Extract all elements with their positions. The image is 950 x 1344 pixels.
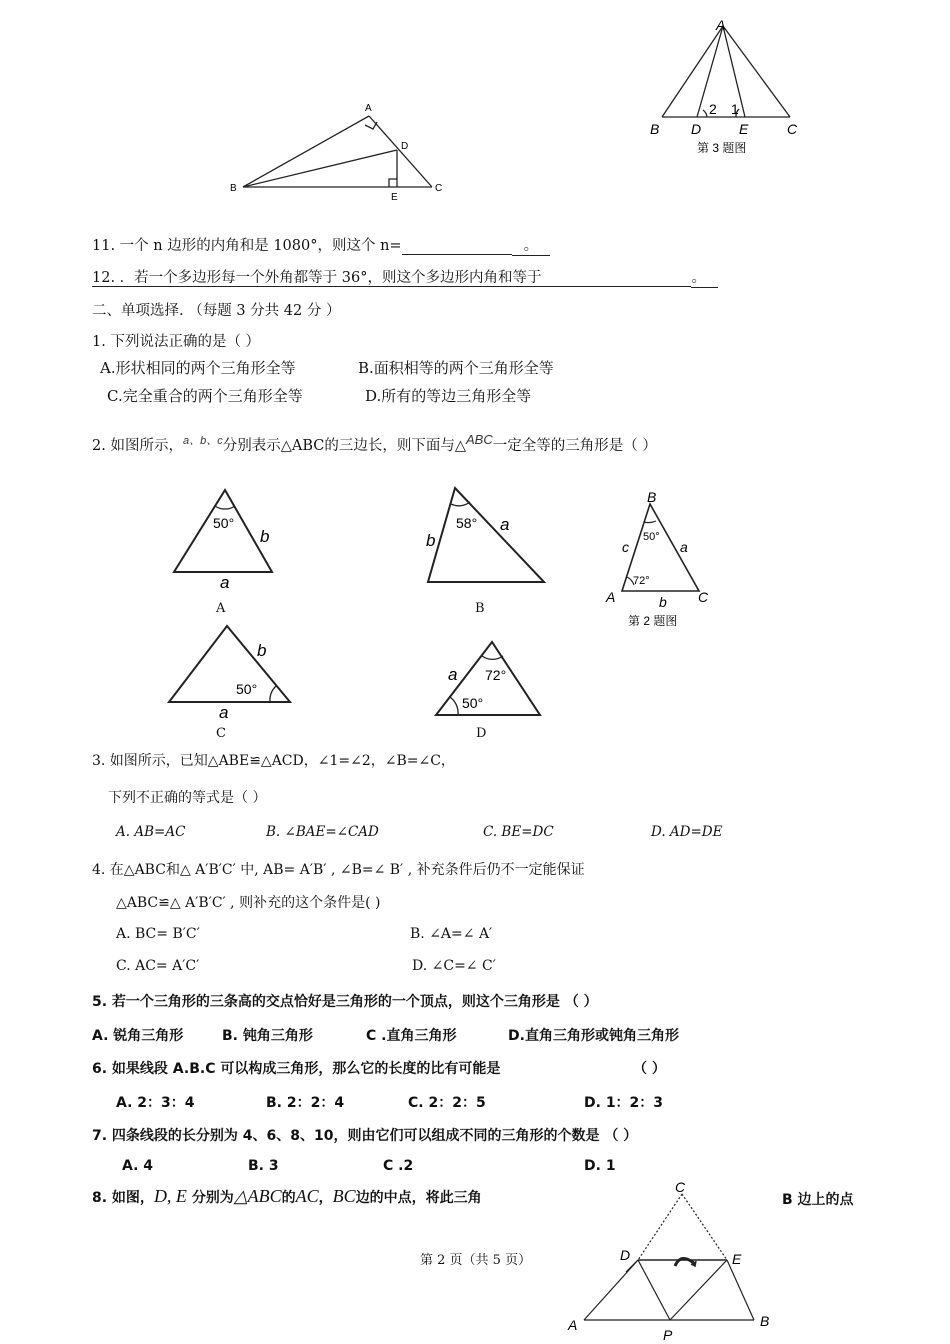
label-E: E bbox=[732, 1251, 742, 1267]
question-2-mid: 分别表示△ABC的三边长，则下面与△ bbox=[222, 438, 466, 454]
figure-caption: 第 2 题图 bbox=[628, 614, 678, 628]
section-2-heading: 二、单项选择. （每题 3 分共 42 分 ） bbox=[92, 303, 341, 319]
q2-b-angle: 58° bbox=[456, 515, 478, 531]
q2-option-b-label: B bbox=[475, 601, 485, 616]
q2-a-side-b: b bbox=[260, 527, 270, 546]
question-8-bc: BC bbox=[332, 1186, 356, 1206]
question-5-stem: 5. 若一个三角形的三条高的交点恰好是三角形的一个顶点，则这个三角形是 （ ） bbox=[92, 994, 598, 1010]
question-8-comma: ， bbox=[318, 1190, 333, 1206]
question-2-stem bbox=[92, 432, 657, 455]
question-7-option-d[interactable]: D. 1 bbox=[584, 1158, 616, 1174]
question-12 bbox=[92, 266, 718, 288]
q2-option-d-figure[interactable] bbox=[430, 636, 550, 721]
question-1-option-b[interactable]: B.面积相等的两个三角形全等 bbox=[358, 359, 554, 377]
angle-a: 72° bbox=[633, 575, 650, 587]
q2-c-side-b: b bbox=[257, 641, 267, 660]
label-A: A bbox=[606, 589, 616, 605]
question-6-option-a[interactable]: A. 2：3：4 bbox=[116, 1095, 195, 1111]
question-2-pre: 2. 如图所示， bbox=[92, 438, 183, 454]
answer-blank-12[interactable] bbox=[541, 270, 691, 287]
label-D: D bbox=[620, 1247, 631, 1263]
question-1-option-a[interactable]: A.形状相同的两个三角形全等 bbox=[100, 359, 296, 377]
q2-option-c-figure[interactable] bbox=[162, 618, 302, 723]
q2-d-angle-50: 50° bbox=[462, 695, 484, 711]
question-12-end: 。 bbox=[691, 266, 718, 288]
question-7-stem: 7. 四条线段的长分别为 4、6、8、10，则由它们可以组成不同的三角形的个数是 （ ） bbox=[92, 1128, 638, 1144]
label-B: B bbox=[647, 489, 657, 505]
question-8-tail: B 边上的点 bbox=[782, 1192, 854, 1208]
question-5-option-d[interactable]: D.直角三角形或钝角三角形 bbox=[508, 1028, 679, 1044]
question-2-abc-symbol: ABC bbox=[466, 432, 493, 447]
label-A: A bbox=[716, 17, 726, 33]
question-8-pre: 8. 如图， bbox=[92, 1190, 154, 1206]
question-8-de: D, E bbox=[153, 1186, 187, 1206]
question-1-option-c[interactable]: C.完全重合的两个三角形全等 bbox=[107, 387, 303, 405]
question-3-option-c[interactable]: C. BE=DC bbox=[483, 824, 554, 840]
question-7-option-b[interactable]: B. 3 bbox=[248, 1158, 279, 1174]
question-3-option-a[interactable]: A. AB=AC bbox=[116, 824, 186, 840]
question-5-option-a[interactable]: A. 锐角三角形 bbox=[92, 1028, 184, 1044]
label-C: C bbox=[787, 121, 798, 137]
question-8-abc: △ABC bbox=[233, 1186, 282, 1206]
figure-3 bbox=[645, 12, 815, 162]
q2-option-a-label: A bbox=[216, 601, 226, 616]
label-B: B bbox=[650, 121, 660, 137]
label-D: D bbox=[401, 141, 409, 152]
label-E: E bbox=[391, 192, 398, 203]
question-11-text: 11. 一个 n 边形的内角和是 1080°，则这个 n= bbox=[92, 238, 402, 254]
question-4-stem-2: △ABC≌△ A′B′C′ , 则补充的这个条件是( ) bbox=[116, 895, 381, 911]
label-B: B bbox=[760, 1313, 770, 1329]
answer-blank-11[interactable] bbox=[402, 238, 512, 255]
figure-2 bbox=[600, 488, 720, 633]
label-C: C bbox=[675, 1180, 686, 1195]
question-6-stem: 6. 如果线段 A.B.C 可以构成三角形，那么它的长度的比有可能是 bbox=[92, 1061, 501, 1077]
side-b: b bbox=[659, 594, 667, 610]
q2-d-angle-72: 72° bbox=[485, 667, 507, 683]
question-4-option-b[interactable]: B. ∠A=∠ A′ bbox=[410, 926, 493, 942]
question-2-abc: a、b、c bbox=[182, 435, 223, 447]
q2-option-d-label: D bbox=[476, 726, 487, 741]
question-11-end: 。 bbox=[512, 234, 551, 256]
q2-b-side-b: b bbox=[426, 531, 436, 550]
q2-c-side-a: a bbox=[219, 703, 229, 722]
figure-caption: 第 3 题图 bbox=[697, 141, 747, 155]
figure-triangle-abcde bbox=[225, 95, 455, 210]
page-footer: 第 2 页（共 5 页） bbox=[420, 1253, 532, 1268]
side-a: a bbox=[680, 539, 688, 555]
label-B: B bbox=[230, 183, 237, 194]
question-1-option-d[interactable]: D.所有的等边三角形全等 bbox=[365, 387, 532, 405]
side-c: c bbox=[622, 539, 629, 555]
question-4-option-d[interactable]: D. ∠C=∠ C′ bbox=[412, 958, 496, 974]
label-E: E bbox=[739, 121, 749, 137]
label-C: C bbox=[698, 589, 709, 605]
angle-b: 50° bbox=[643, 531, 660, 543]
angle-1-label: 1 bbox=[731, 101, 739, 117]
question-11 bbox=[92, 234, 550, 256]
question-3-option-b[interactable]: B. ∠BAE=∠CAD bbox=[266, 824, 379, 840]
q2-b-side-a: a bbox=[500, 515, 510, 534]
question-4-stem: 4. 在△ABC和△ A′B′C′ 中, AB= A′B′ , ∠B=∠ B′ , 补充条件后仍不一定能保证 bbox=[92, 862, 585, 878]
question-6-option-d[interactable]: D. 1：2：3 bbox=[584, 1095, 664, 1111]
question-7-option-c[interactable]: C .2 bbox=[383, 1158, 414, 1174]
question-4-option-c[interactable]: C. AC= A′C′ bbox=[116, 958, 200, 974]
q2-option-c-label: C bbox=[216, 726, 226, 741]
question-7-option-a[interactable]: A. 4 bbox=[122, 1158, 154, 1174]
question-6-option-c[interactable]: C. 2：2：5 bbox=[408, 1095, 486, 1111]
question-8-post: 边的中点，将此三角 bbox=[355, 1190, 482, 1206]
question-8-ac: AC bbox=[295, 1186, 319, 1206]
q2-d-side-a: a bbox=[448, 665, 458, 684]
label-A: A bbox=[568, 1317, 578, 1333]
question-3-stem: 3. 如图所示，已知△ABE≌△ACD，∠1=∠2，∠B=∠C， bbox=[92, 753, 455, 769]
question-8-mid: 分别为 bbox=[191, 1190, 234, 1206]
label-A: A bbox=[365, 103, 372, 114]
label-D: D bbox=[691, 121, 702, 137]
q2-option-a-figure[interactable] bbox=[168, 482, 278, 592]
angle-2-label: 2 bbox=[709, 101, 717, 117]
question-3-option-d[interactable]: D. AD=DE bbox=[651, 824, 723, 840]
question-5-option-c[interactable]: C .直角三角形 bbox=[366, 1028, 457, 1044]
question-3-stem-2: 下列不正确的等式是（ ） bbox=[108, 790, 267, 806]
q2-a-angle: 50° bbox=[213, 515, 235, 531]
question-6-paren: （ ） bbox=[633, 1061, 666, 1077]
q2-a-side-a: a bbox=[220, 573, 230, 592]
question-5-option-b[interactable]: B. 钝角三角形 bbox=[222, 1028, 313, 1044]
label-C: C bbox=[435, 183, 443, 194]
label-P: P bbox=[663, 1327, 673, 1343]
question-4-option-a[interactable]: A. BC= B′C′ bbox=[116, 926, 200, 942]
question-6-option-b[interactable]: B. 2：2：4 bbox=[266, 1095, 345, 1111]
question-12-text: 12. ．若一个多边形每一个外角都等于 36°，则这个多边形内角和等于 bbox=[92, 270, 542, 286]
q2-option-b-figure[interactable] bbox=[420, 482, 550, 592]
question-1-stem: 1. 下列说法正确的是（ ） bbox=[92, 334, 261, 350]
q2-c-angle: 50° bbox=[236, 681, 258, 697]
question-8-of: 的 bbox=[281, 1190, 296, 1206]
figure-8 bbox=[560, 1180, 782, 1344]
question-2-post: 一定全等的三角形是（ ） bbox=[492, 438, 657, 454]
question-8-stem bbox=[92, 1186, 482, 1207]
